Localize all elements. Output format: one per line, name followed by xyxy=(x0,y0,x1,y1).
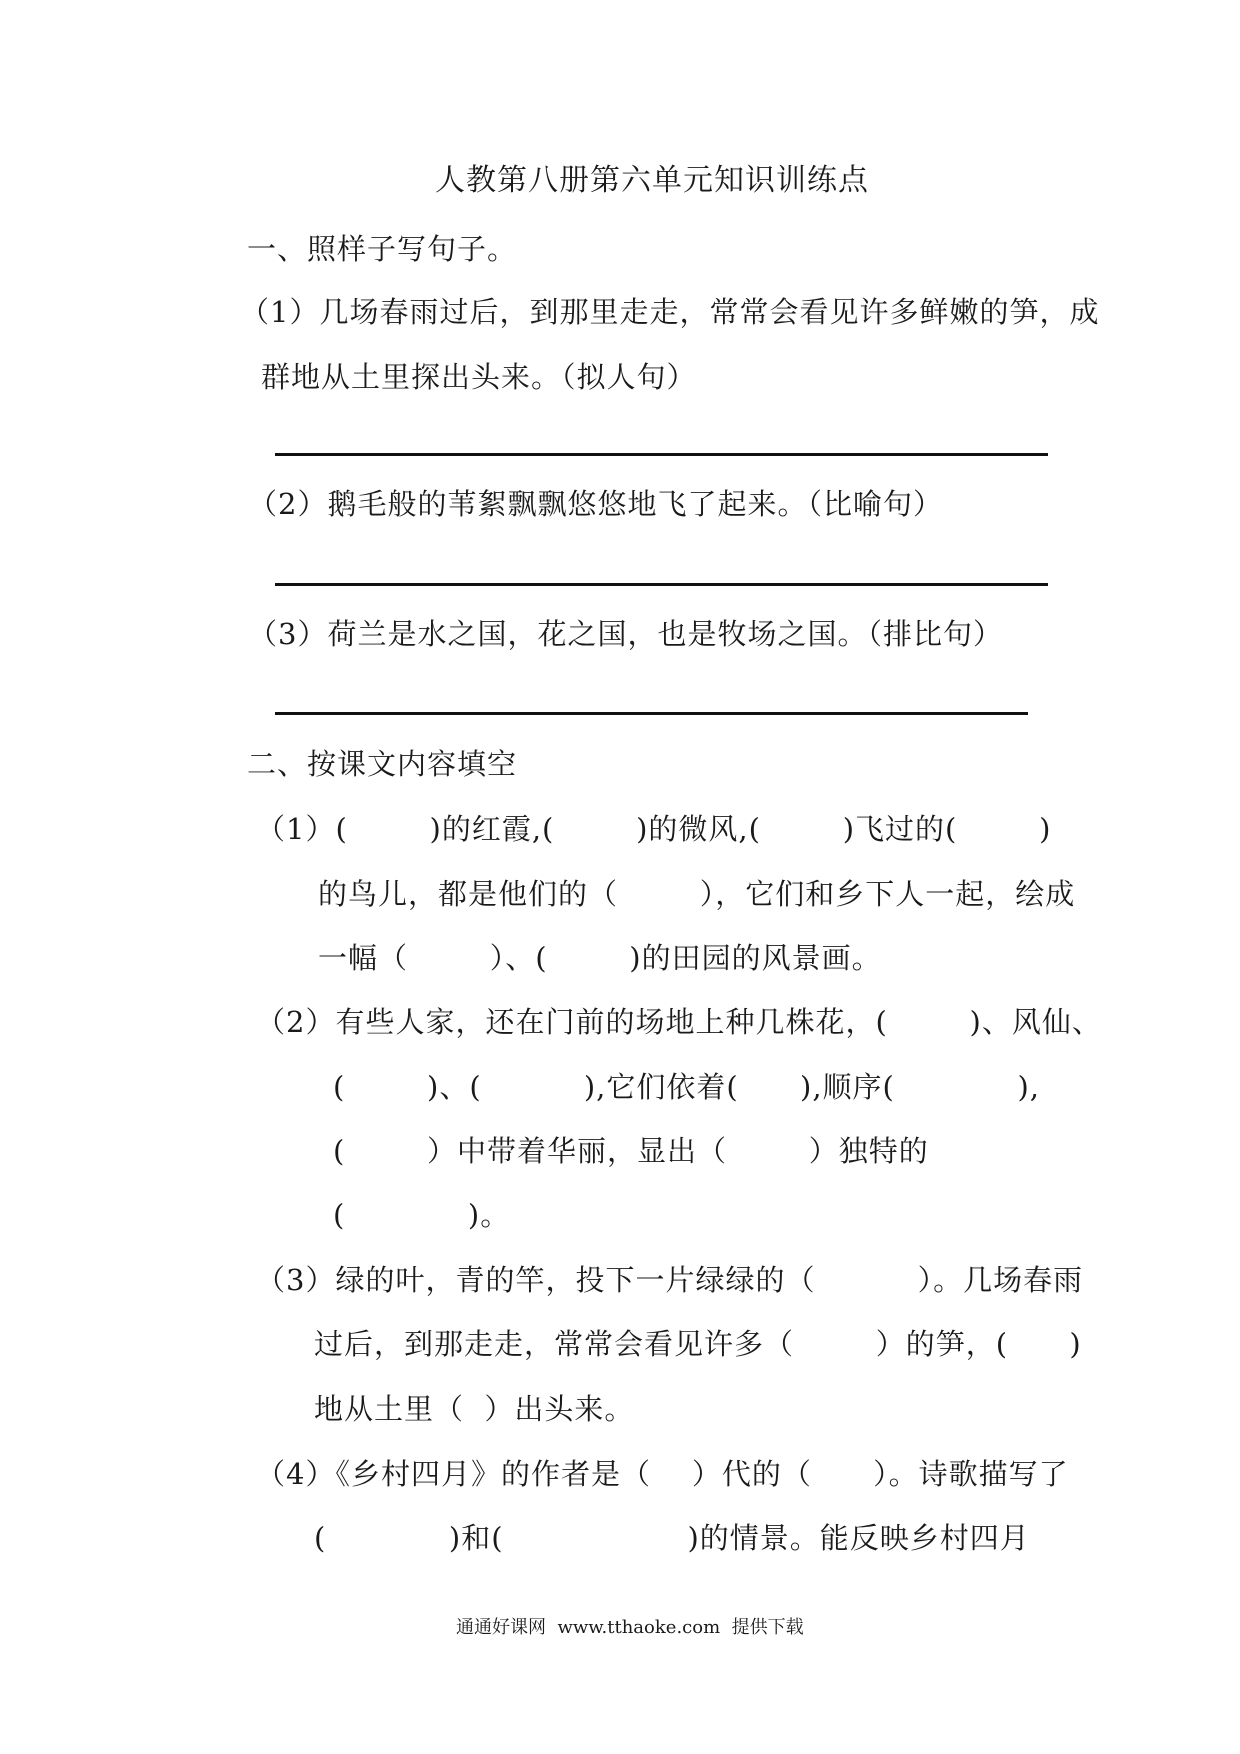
answer-line-2 xyxy=(275,583,1048,586)
section-2-heading: 二、按课文内容填空 xyxy=(247,747,518,781)
s2-q2-line-3: ( ）中带着华丽，显出（ ）独特的 xyxy=(333,1134,929,1168)
s2-q2-line-1: （2）有些人家，还在门前的场地上种几株花，( )、风仙、 xyxy=(256,1005,1102,1039)
s1-q3: （3）荷兰是水之国，花之国，也是牧场之国。（排比句） xyxy=(248,617,1003,651)
answer-line-1 xyxy=(275,453,1048,456)
s2-q3-line-2: 过后，到那走走，常常会看见许多（ ）的笋，( ) xyxy=(314,1327,1082,1361)
s2-q2-line-4: ( )。 xyxy=(333,1198,511,1232)
s2-q4-line-2: ( )和( )的情景。能反映乡村四月 xyxy=(314,1521,1030,1555)
s2-q1-line-2: 的鸟儿，都是他们的（ ），它们和乡下人一起，绘成 xyxy=(318,877,1076,911)
answer-line-3 xyxy=(275,712,1028,715)
s2-q3-line-1: （3）绿的叶，青的竿，投下一片绿绿的（ ）。几场春雨 xyxy=(256,1263,1084,1297)
footer-credit: 通通好课网 www.tthaoke.com 提供下载 xyxy=(456,1617,804,1638)
s2-q2-line-2: ( )、( ),它们依着( ),顺序( ), xyxy=(333,1070,1041,1104)
s1-q1-line-2: 群地从土里探出头来。（拟人句） xyxy=(261,360,697,394)
s1-q1-line-1: （1）几场春雨过后，到那里走走，常常会看见许多鲜嫩的笋，成 xyxy=(240,295,1100,329)
page-title: 人教第八册第六单元知识训练点 xyxy=(435,163,869,198)
section-1-heading: 一、照样子写句子。 xyxy=(247,232,518,266)
s2-q1-line-3: 一幅（ ）、( )的田园的风景画。 xyxy=(318,941,882,975)
s2-q4-line-1: （4）《乡村四月》的作者是（ ）代的（ ）。诗歌描写了 xyxy=(256,1457,1069,1491)
s1-q2: （2）鹅毛般的苇絮飘飘悠悠地飞了起来。（比喻句） xyxy=(248,487,943,521)
s2-q3-line-3: 地从土里（ ）出头来。 xyxy=(314,1392,635,1426)
s2-q1-line-1: （1）( )的红霞,( )的微风,( )飞过的( ) xyxy=(256,812,1052,846)
